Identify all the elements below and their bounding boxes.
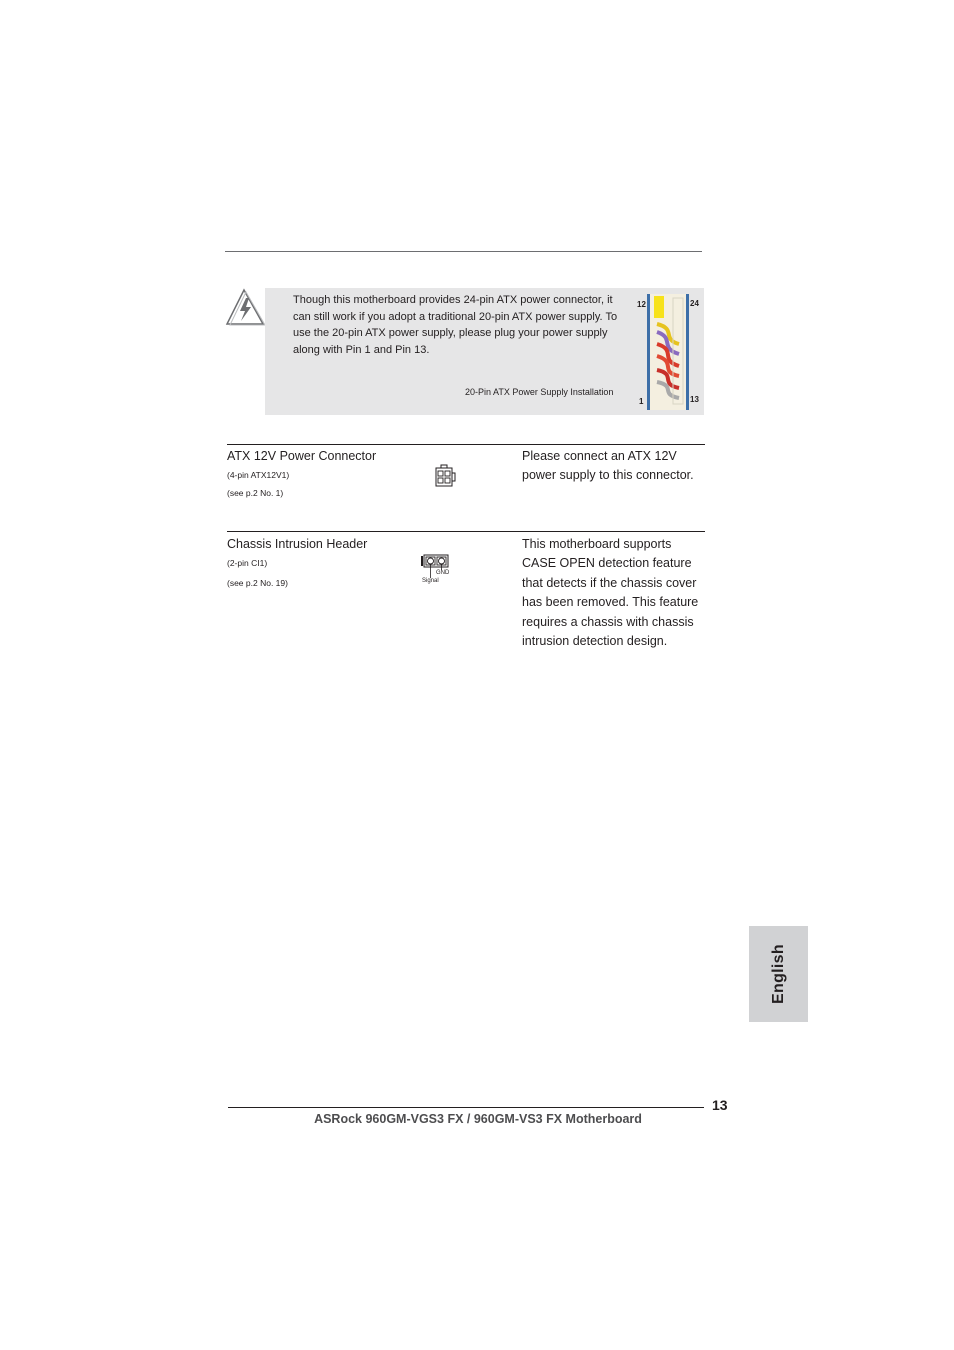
section-title-chassis: Chassis Intrusion Header (227, 537, 368, 551)
pin-label-24: 24 (690, 299, 699, 308)
section-desc-atx12v: Please connect an ATX 12V power supply to this connector. (522, 449, 694, 483)
section-pin-info-atx12v: (4-pin ATX12V1) (227, 470, 290, 480)
top-rule (225, 251, 702, 252)
language-tab-label: English (770, 944, 787, 1004)
pin-label-signal: Signal (422, 578, 439, 584)
page-number: 13 (712, 1097, 728, 1113)
section-rule-1 (227, 444, 705, 445)
pin-label-1: 1 (639, 397, 644, 406)
section-ref-chassis: (see p.2 No. 19) (227, 578, 288, 588)
note-paragraph: Though this motherboard provides 24-pin ATX power connector, it can still work if you adopt a traditional 20-pin ATX power supply. To use the 20-pin ATX power supply, please plug your power supply along with Pin 1 and Pin 13. (293, 294, 618, 356)
pin-label-gnd: GND (436, 570, 450, 576)
pin-label-12: 12 (637, 300, 646, 309)
section-pin-info-chassis: (2-pin CI1) (227, 558, 268, 568)
footer-rule (228, 1107, 704, 1108)
atx-power-connector-photo (647, 294, 689, 410)
atx12v-connector-icon (434, 464, 456, 488)
section-rule-2 (227, 531, 705, 532)
note-caption: 20-Pin ATX Power Supply Installation (465, 387, 614, 397)
warning-triangle-icon (225, 288, 267, 326)
pin-label-13: 13 (690, 395, 699, 404)
section-ref-atx12v: (see p.2 No. 1) (227, 488, 284, 498)
section-desc-chassis: This motherboard supports CASE OPEN detection feature that detects if the chassis cover has been removed. This feature requires a chassis with chassis intrusion detection design. (522, 537, 699, 649)
section-title-atx12v: ATX 12V Power Connector (227, 449, 377, 463)
footer-title: ASRock 960GM-VGS3 FX / 960GM-VS3 FX Motherboard (314, 1112, 642, 1126)
